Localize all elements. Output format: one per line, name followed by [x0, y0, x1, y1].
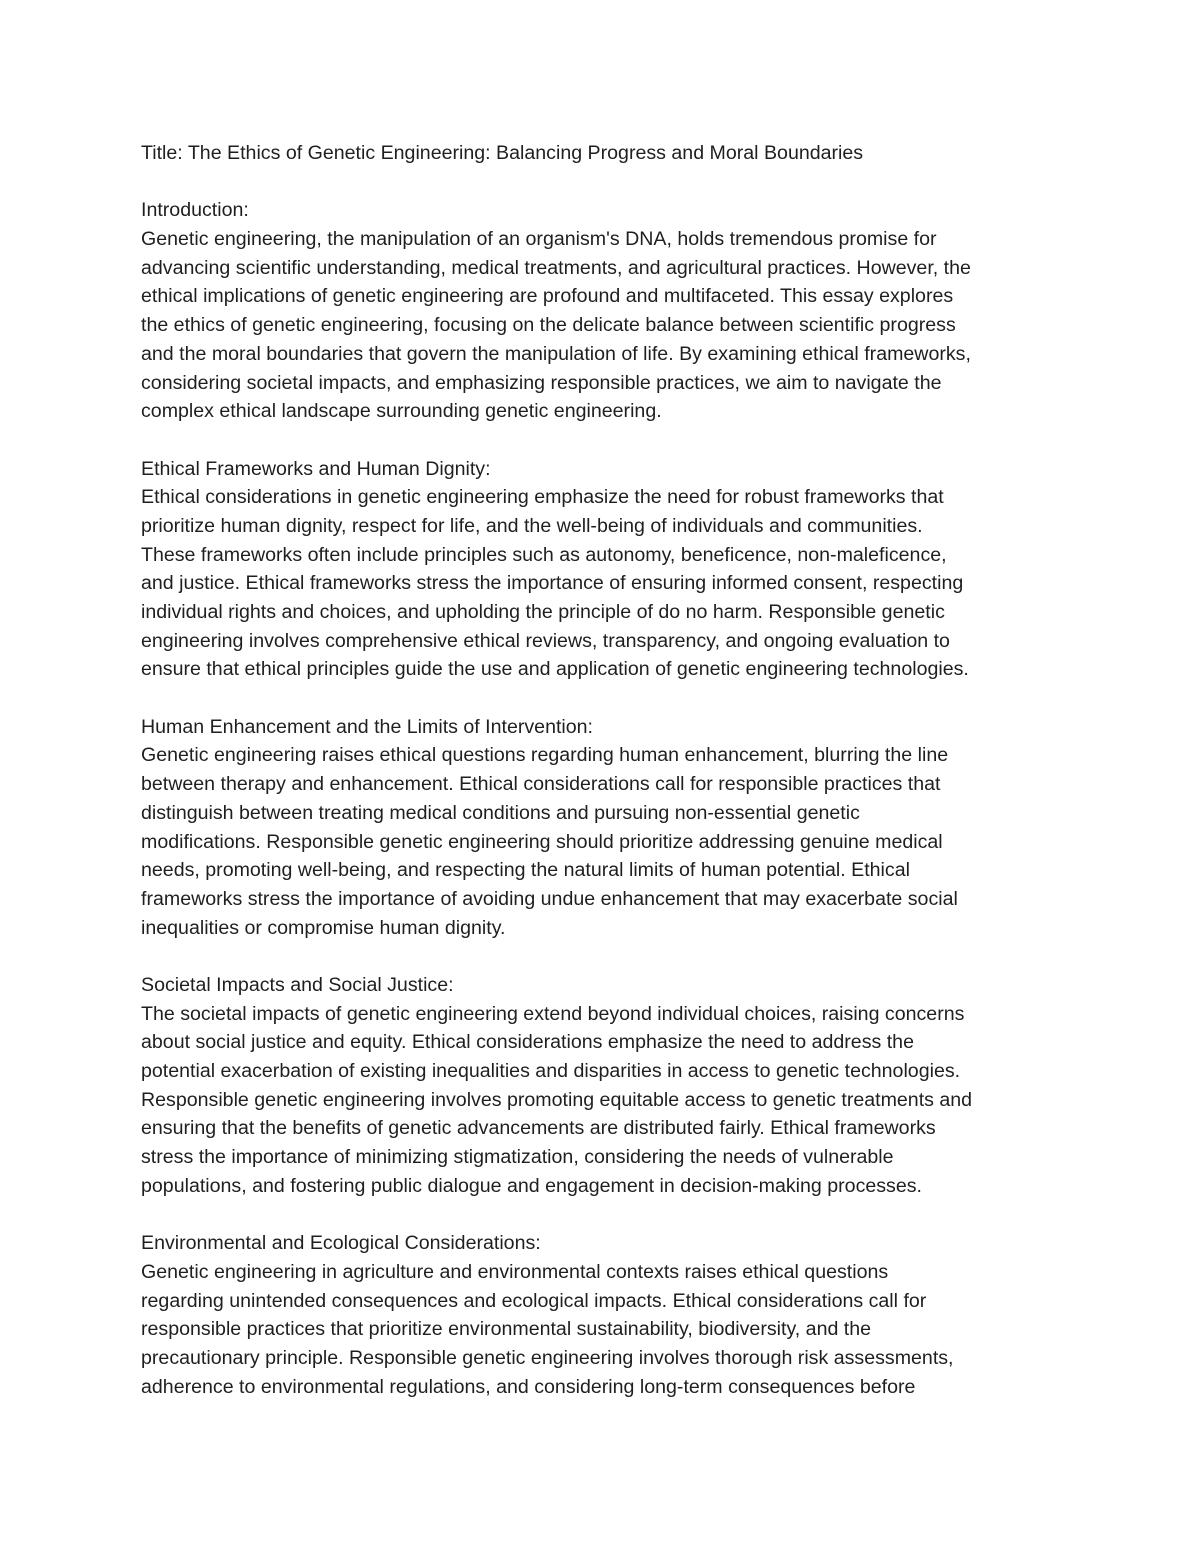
text-line: and justice. Ethical frameworks stress the importance of ensuring informed consent, respecting — [141, 572, 964, 595]
text-line: modifications. Responsible genetic engineering should prioritize addressing genuine medical — [141, 830, 943, 853]
text-line: considering societal impacts, and emphasizing responsible practices, we aim to navigate the — [141, 371, 942, 394]
paragraph-spacer — [141, 168, 1071, 197]
text-line: ensuring that the benefits of genetic advancements are distributed fairly. Ethical frameworks — [141, 1117, 936, 1140]
text-line: advancing scientific understanding, medical treatments, and agricultural practices. However, the — [141, 256, 971, 279]
text-line: potential exacerbation of existing inequalities and disparities in access to genetic technologies. — [141, 1060, 961, 1082]
text-line: responsible practices that prioritize environmental sustainability, biodiversity, and the — [141, 1318, 872, 1341]
text-line: engineering involves comprehensive ethical reviews, transparency, and ongoing evaluation to — [141, 629, 950, 652]
paragraph-spacer — [141, 1200, 1071, 1229]
text-line: inequalities or compromise human dignity. — [141, 916, 506, 939]
text-line: between therapy and enhancement. Ethical considerations call for responsible practices that — [141, 773, 941, 796]
text-line: complex ethical landscape surrounding genetic engineering. — [141, 400, 662, 423]
text-line: distinguish between treating medical conditions and pursuing non-essential genetic — [141, 801, 860, 824]
text-line: individual rights and choices, and upholding the principle of do no harm. Responsible genetic — [141, 601, 945, 623]
text-line: Responsible genetic engineering involves promoting equitable access to genetic treatments and — [141, 1088, 973, 1111]
section-heading-human-enhancement: Human Enhancement and the Limits of Intervention: — [141, 715, 594, 738]
text-line: needs, promoting well-being, and respecting the natural limits of human potential. Ethical — [141, 859, 910, 882]
text-line: about social justice and equity. Ethical considerations emphasize the need to address the — [141, 1031, 914, 1054]
text-line: adherence to environmental regulations, and considering long-term consequences before — [141, 1375, 916, 1398]
text-line: Ethical considerations in genetic engineering emphasize the need for robust frameworks that — [141, 486, 944, 509]
text-line: Genetic engineering in agriculture and environmental contexts raises ethical questions — [141, 1260, 889, 1283]
section-heading-ethical-frameworks: Ethical Frameworks and Human Dignity: — [141, 457, 491, 480]
text-line: frameworks stress the importance of avoiding undue enhancement that may exacerbate social — [141, 887, 958, 910]
text-line: These frameworks often include principles such as autonomy, beneficence, non-maleficence, — [141, 543, 947, 566]
text-line: the ethics of genetic engineering, focusing on the delicate balance between scientific progress — [141, 314, 956, 337]
text-line: populations, and fostering public dialogue and engagement in decision-making processes. — [141, 1174, 922, 1197]
paragraph-spacer — [141, 684, 1071, 713]
section-heading-societal-impacts: Societal Impacts and Social Justice: — [141, 973, 454, 996]
text-line: and the moral boundaries that govern the manipulation of life. By examining ethical frameworks, — [141, 342, 971, 365]
document-body — [141, 139, 1071, 1401]
section-heading-introduction: Introduction: — [141, 199, 249, 222]
section-heading-environmental: Environmental and Ecological Considerations: — [141, 1232, 541, 1255]
text-line: precautionary principle. Responsible genetic engineering involves thorough risk assessments, — [141, 1346, 954, 1369]
paragraph-spacer — [141, 942, 1071, 971]
text-line: stress the importance of minimizing stigmatization, considering the needs of vulnerable — [141, 1146, 894, 1169]
paragraph-spacer — [141, 426, 1071, 455]
text-line: Genetic engineering, the manipulation of an organism's DNA, holds tremendous promise for — [141, 228, 937, 251]
text-line: prioritize human dignity, respect for life, and the well-being of individuals and communities. — [141, 514, 923, 537]
text-line: ethical implications of genetic engineering are profound and multifaceted. This essay explores — [141, 285, 954, 308]
text-line: regarding unintended consequences and ecological impacts. Ethical considerations call for — [141, 1289, 927, 1312]
text-line: The societal impacts of genetic engineering extend beyond individual choices, raising concerns — [141, 1002, 965, 1025]
document-title: Title: The Ethics of Genetic Engineering: Balancing Progress and Moral Boundaries — [141, 142, 864, 164]
text-line: Genetic engineering raises ethical questions regarding human enhancement, blurring the line — [141, 744, 949, 767]
text-line: ensure that ethical principles guide the use and application of genetic engineering technologies. — [141, 658, 969, 681]
